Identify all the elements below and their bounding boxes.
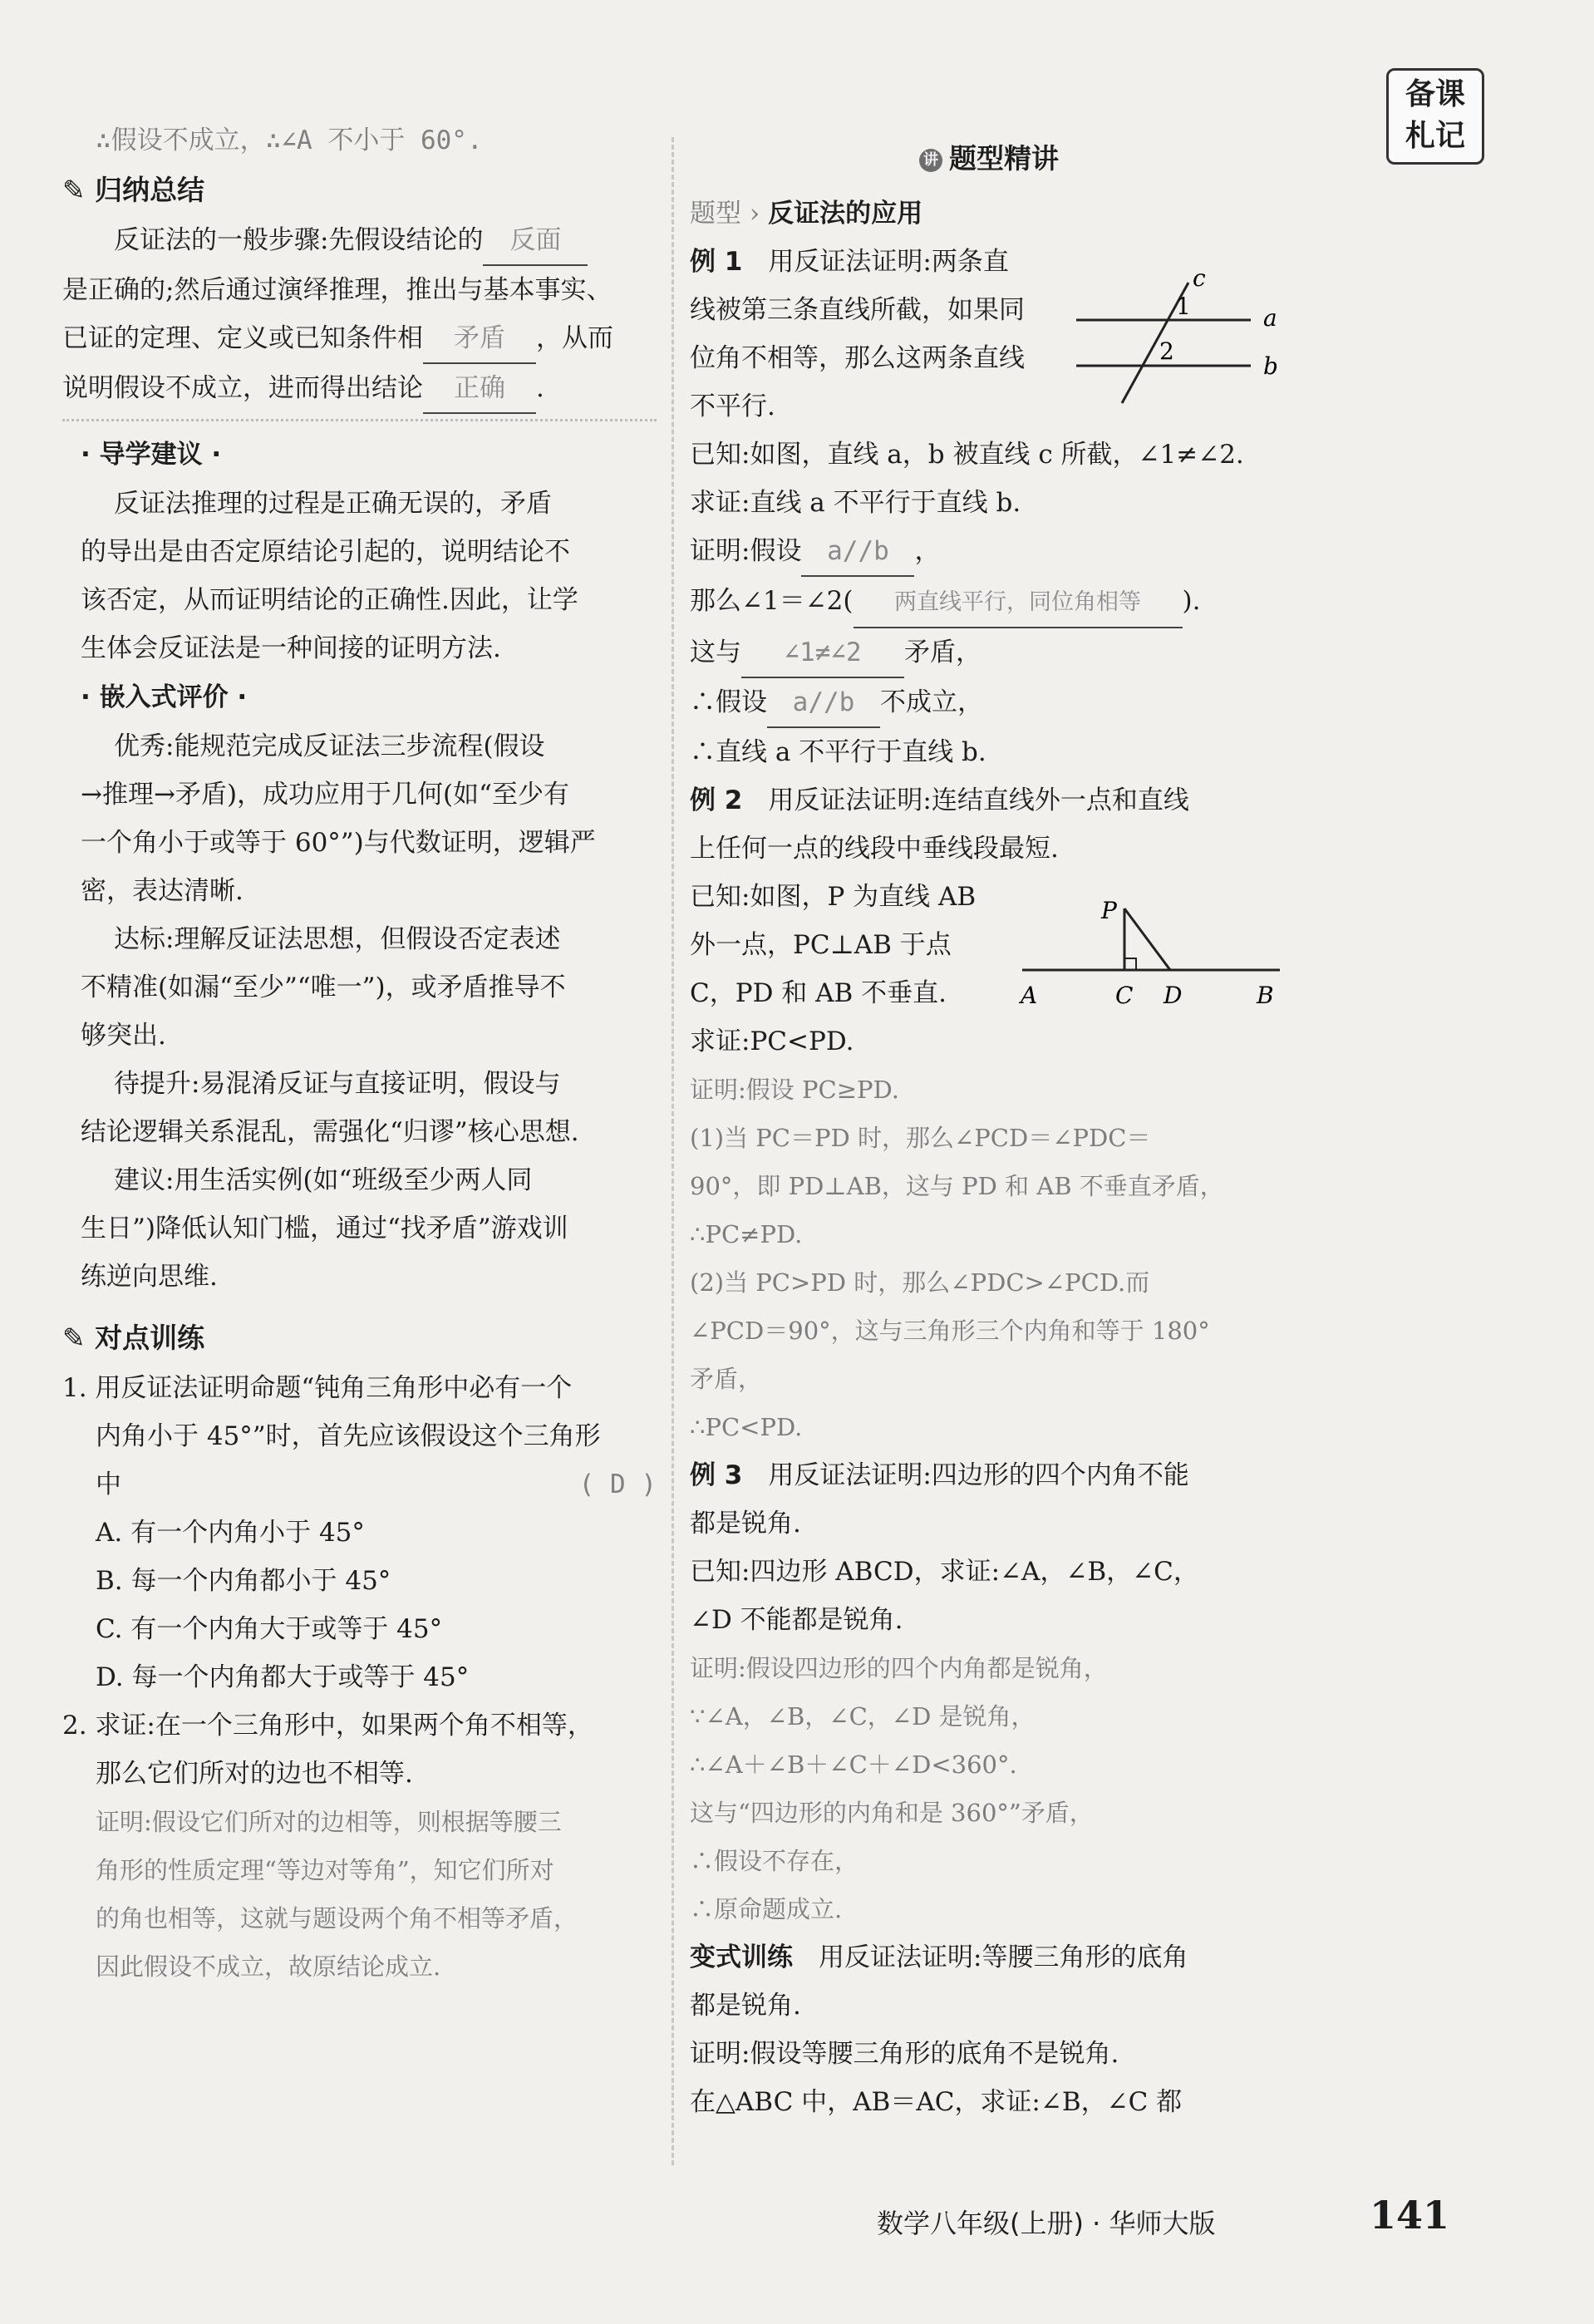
ex2-proof-2: (1)当 PC＝PD 时，那么∠PCD＝∠PDC＝: [690, 1124, 1151, 1152]
eval-line-11: 生日”)降低认知门槛，通过“找矛盾”游戏训: [81, 1214, 568, 1243]
section-heading: 讲 题型精讲: [690, 133, 1288, 185]
q1-answer: ( D ): [578, 1470, 657, 1499]
topic-name: 反证法的应用: [768, 199, 923, 229]
ex1-blank-1: a//b: [801, 527, 914, 577]
ex2-proof-4: ∴PC≠PD.: [690, 1220, 803, 1248]
label-c: c: [1193, 266, 1206, 292]
badge-line-2: 札记: [1405, 119, 1465, 153]
q1-option-b: B. 每一个内角都小于 45°: [96, 1566, 391, 1596]
figure-parallel-lines: [1072, 266, 1296, 407]
pencil-icon: ✎: [62, 1322, 86, 1354]
ex2-line-2: 上任何一点的线段中垂线段最短.: [690, 834, 1059, 864]
ex3-proof-1: 证明:假设四边形的四个内角都是锐角，: [690, 1654, 1108, 1682]
summary-separator: [62, 419, 657, 421]
ex1-step-3: 这与 ∠1≠∠2 矛盾，: [690, 628, 1288, 678]
ex3-proof-2: ∵∠A，∠B，∠C，∠D 是锐角，: [690, 1702, 1036, 1731]
ex1-step-1: 证明:假设 a//b ，: [690, 527, 1288, 577]
ex1-step-5: ∴直线 a 不平行于直线 b.: [690, 737, 986, 767]
ex2-proof-6: ∠PCD＝90°，这与三角形三个内角和等于 180°: [690, 1317, 1210, 1345]
ex2-proof-1: 证明:假设 PC≥PD.: [690, 1076, 899, 1104]
q2-proof-1: 证明:假设它们所对的边相等，则根据等腰三: [96, 1808, 562, 1836]
footer-book-title: 数学八年级(上册) · 华师大版: [877, 2208, 1216, 2239]
prev-conclusion: ∴假设不成立，∴∠A 不小于 60°.: [96, 126, 483, 155]
ex1-line-3: 位角不相等，那么这两条直线: [690, 343, 1025, 373]
right-angle-mark: [1124, 958, 1136, 970]
q1-line-3: 中 ( D ): [62, 1460, 657, 1509]
eval-line-6: 不精准(如漏“至少”“唯一”)，或矛盾推导不: [81, 972, 566, 1002]
ex2-given-1: 已知:如图，P 为直线 AB: [690, 882, 977, 912]
summary-line-3: 已证的定理、定义或已知条件相 矛盾 ，从而: [62, 314, 657, 364]
q1-option-d: D. 每一个内角都大于或等于 45°: [96, 1662, 470, 1692]
eval-line-2: →推理→矛盾)，成功应用于几何(如“至少有: [81, 780, 569, 810]
label-b: b: [1263, 352, 1278, 380]
eval-line-12: 练逆向思维.: [81, 1262, 218, 1292]
left-column: [62, 116, 657, 1991]
ex2-proof-3: 90°，即 PD⊥AB，这与 PD 和 AB 不垂直矛盾，: [690, 1172, 1224, 1200]
ex2-line-1: 例 2 用反证法证明:连结直线外一点和直线: [690, 785, 1189, 815]
label-angle-1: 1: [1176, 293, 1191, 320]
topic-line: 题型 › 反证法的应用: [690, 199, 923, 229]
q2-proof-4: 因此假设不成立，故原结论成立.: [96, 1952, 441, 1981]
q1-line-2: 内角小于 45°”时，首先应该假设这个三角形: [96, 1421, 601, 1451]
ex2-prove: 求证:PC<PD.: [690, 1027, 854, 1056]
guide-line-3: 该否定，从而证明结论的正确性.因此，让学: [81, 585, 578, 615]
ex1-step-4: ∴假设 a//b 不成立，: [690, 678, 1288, 728]
page-number: 141: [1370, 2193, 1450, 2238]
label-p: P: [1101, 897, 1117, 924]
right-column: [690, 133, 1288, 2126]
label-angle-2: 2: [1159, 337, 1174, 365]
summary-line-4: 说明假设不成立，进而得出结论 正确 .: [62, 364, 657, 414]
eval-line-3: 一个角小于或等于 60°”)与代数证明，逻辑严: [81, 828, 596, 858]
variant-line-3: 证明:假设等腰三角形的底角不是锐角.: [690, 2039, 1119, 2069]
ex3-line-1: 例 3 用反证法证明:四边形的四个内角不能: [690, 1460, 1189, 1490]
ex3-proof-5: ∴假设不存在，: [690, 1847, 859, 1875]
ex1-line-4: 不平行.: [690, 391, 775, 421]
ex1-blank-2: 两直线平行，同位角相等: [854, 579, 1183, 628]
label-a: a: [1263, 304, 1277, 332]
guide-line-1: 反证法推理的过程是正确无误的，矛盾: [114, 489, 552, 519]
guide-title: · 导学建议 ·: [81, 440, 222, 470]
q2-proof-3: 的角也相等，这就与题设两个角不相等矛盾，: [96, 1904, 578, 1933]
segment-pd: [1124, 908, 1170, 970]
ex3-proof-4: 这与“四边形的内角和是 360°”矛盾，: [690, 1799, 1094, 1827]
eval-line-5: 达标:理解反证法思想，但假设否定表述: [114, 924, 561, 954]
pencil-icon: ✎: [62, 174, 86, 206]
ex3-line-2: 都是锐角.: [690, 1509, 801, 1539]
summary-answer-2: 矛盾: [423, 314, 536, 364]
label-c2: C: [1115, 982, 1134, 1009]
summary-title: ✎ 归纳总结: [62, 174, 205, 206]
q2-line-2: 那么它们所对的边也不相等.: [96, 1759, 413, 1789]
variant-line-2: 都是锐角.: [690, 1991, 801, 2021]
label-d: D: [1164, 982, 1183, 1009]
notes-badge: [1386, 68, 1484, 165]
eval-line-4: 密，表达清晰.: [81, 876, 244, 906]
eval-line-7: 够突出.: [81, 1021, 166, 1051]
summary-answer-3: 正确: [423, 364, 536, 414]
ex2-given-3: C，PD 和 AB 不垂直.: [690, 978, 947, 1008]
ex1-line-1: 例 1 用反证法证明:两条直: [690, 247, 1009, 277]
label-b2: B: [1257, 982, 1274, 1009]
guide-line-2: 的导出是由否定原结论引起的，说明结论不: [81, 537, 570, 567]
ex1-line-2: 线被第三条直线所截，如果同: [690, 295, 1025, 325]
figure-perpendicular: [1014, 894, 1296, 1010]
ex2-proof-7: 矛盾，: [690, 1365, 763, 1393]
training-title: ✎ 对点训练: [62, 1322, 205, 1354]
ex3-given-2: ∠D 不能都是锐角.: [690, 1605, 903, 1635]
summary-answer-1: 反面: [483, 216, 588, 266]
ex3-proof-6: ∴原命题成立.: [690, 1895, 843, 1923]
ex1-blank-3: ∠1≠∠2: [741, 628, 904, 678]
topic-tag: 题型: [690, 199, 741, 229]
variant-line-1: 变式训练 用反证法证明:等腰三角形的底角: [690, 1942, 1188, 1972]
eval-title: · 嵌入式评价 ·: [81, 682, 248, 712]
variant-line-4: 在△ABC 中，AB＝AC，求证:∠B，∠C 都: [690, 2087, 1183, 2117]
q1-option-a: A. 有一个内角小于 45°: [96, 1518, 365, 1548]
eval-line-10: 建议:用生活实例(如“班级至少两人同: [114, 1165, 533, 1195]
ex1-blank-4: a//b: [767, 678, 880, 728]
ex2-proof-8: ∴PC<PD.: [690, 1413, 803, 1441]
q1-line-1: 1. 用反证法证明命题“钝角三角形中必有一个: [62, 1373, 573, 1403]
q2-proof-2: 角形的性质定理“等边对等角”，知它们所对: [96, 1856, 554, 1884]
badge-line-1: 备课: [1405, 77, 1465, 111]
ex1-given: 已知:如图，直线 a，b 被直线 c 所截，∠1≠∠2.: [690, 440, 1244, 470]
column-divider: [672, 137, 674, 2165]
ex1-step-2: 那么∠1＝∠2( 两直线平行，同位角相等 ).: [690, 577, 1288, 628]
summary-line-1: 反证法的一般步骤:先假设结论的 反面: [62, 216, 657, 266]
ex3-proof-3: ∴∠A＋∠B＋∠C＋∠D<360°.: [690, 1750, 1017, 1779]
q2-line-1: 2. 求证:在一个三角形中，如果两个角不相等，: [62, 1711, 593, 1741]
eval-line-9: 结论逻辑关系混乱，需强化“归谬”核心思想.: [81, 1117, 579, 1147]
q1-option-c: C. 有一个内角大于或等于 45°: [96, 1614, 443, 1644]
ex2-given-2: 外一点，PC⊥AB 于点: [690, 930, 952, 960]
summary-line-2: 是正确的;然后通过演绎推理，推出与基本事实、: [62, 275, 613, 305]
label-a2: A: [1021, 982, 1038, 1009]
ex3-given-1: 已知:四边形 ABCD，求证:∠A，∠B，∠C，: [690, 1557, 1199, 1587]
section-icon: 讲: [919, 149, 942, 172]
ex1-prove: 求证:直线 a 不平行于直线 b.: [690, 488, 1021, 518]
eval-line-8: 待提升:易混淆反证与直接证明，假设与: [114, 1069, 561, 1099]
guide-line-4: 生体会反证法是一种间接的证明方法.: [81, 633, 501, 663]
eval-line-1: 优秀:能规范完成反证法三步流程(假设: [114, 731, 545, 761]
ex2-proof-5: (2)当 PC>PD 时，那么∠PDC>∠PCD.而: [690, 1268, 1150, 1297]
